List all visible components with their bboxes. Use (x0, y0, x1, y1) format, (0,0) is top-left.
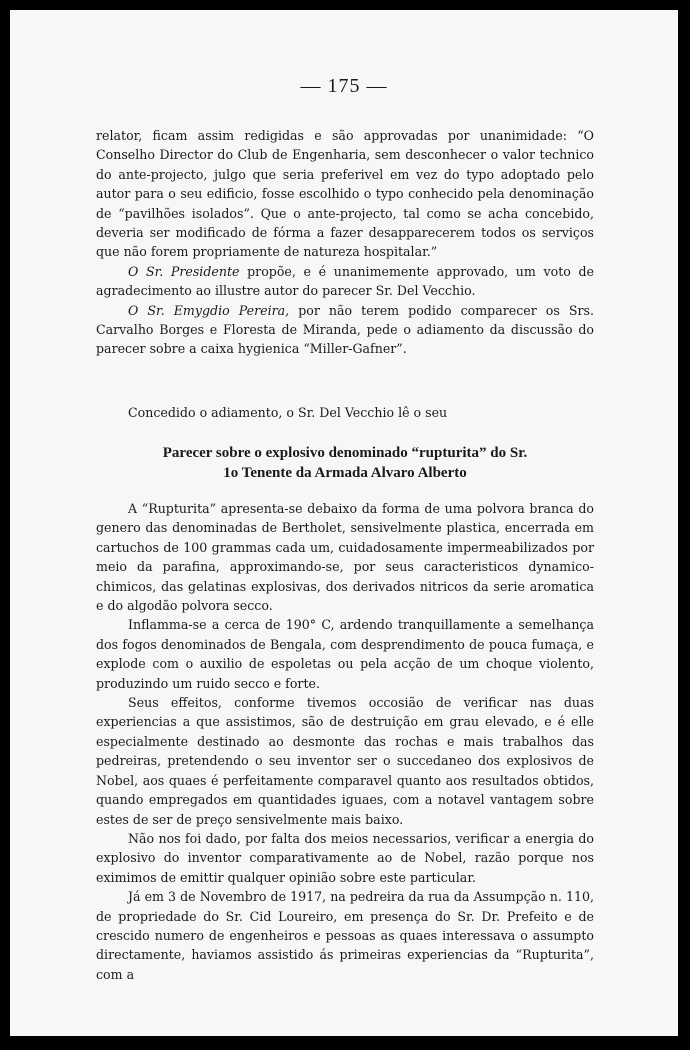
page-number: — 175 — (300, 75, 388, 97)
paragraph-text: propõe, e é unanimemente approvado, um voto de agradecimento ao illustre autor do parecer Sr. Del Vecchio. (96, 263, 594, 299)
section-title-line: 1o Tenente da Armada Alvaro Alberto (223, 465, 467, 481)
paragraph: A “Rupturita” apresenta-se debaixo da forma de uma polvora branca do genero das denominadas de Bertholet, sensivelmente plastica, encerrada em cartuchos de 100 grammas cada um, cuidadosamente impermeabilizados por meio da parafina, approximando-se, por seus caracteristicos dynamico-chimicos, das gelatinas explosivas, dos derivados nitricos da serie aromatica e do algodão polvora secco. (96, 501, 594, 614)
speaker-name: O Sr. Emygdio Pereira, (128, 302, 290, 318)
concedido-text (96, 403, 594, 422)
paragraph: Seus effeitos, conforme tivemos occosião de verificar nas duas experiencias a que assistimos, são de destruição em grau elevado, e é elle especialmente destinado ao desmonte das rochas e mais trabalhos das pedreiras, pretendendo o seu inventor ser o succedaneo dos explosivos de Nobel, aos quaes é perfeitamente comparavel quanto aos resultados obtidos, quando empregados em quantidades iguaes, com a notavel vantagem sobre estes de ser de preço sensivelmente mais baixo. (96, 695, 594, 827)
speaker-name: O Sr. Presidente (128, 263, 240, 279)
section-title (96, 443, 594, 483)
paragraph-presidente (96, 262, 594, 301)
paragraph-emygdio (96, 301, 594, 359)
paragraph-text: por não terem podido comparecer os Srs. Carvalho Borges e Floresta de Miranda, pede o adiamento da discussão do parecer sobre a caixa hygienica “Miller-Gafner”. (96, 302, 595, 357)
paragraph: Não nos foi dado, por falta dos meios necessarios, verificar a energia do explosivo do inventor comparativamente ao de Nobel, razão porque nos eximimos de emittir qualquer opinião sobre este particular. (96, 830, 594, 885)
minutes-text (96, 126, 594, 359)
report-text (96, 499, 594, 984)
section-title-line: Parecer sobre o explosivo denominado “rupturita” do Sr. (162, 445, 528, 461)
paragraph: relator, ficam assim redigidas e são approvadas por unanimidade: “O Conselho Director do Club de Engenharia, sem desconhecer o valor technico do ante-projecto, julgo que seria preferivel em vez do typo adoptado pelo autor para o seu edificio, fosse escolhido o typo conhecido pela denominação de “pavilhões isolados”. Que o ante-projecto, tal como se acha concebido, deveria ser modificado de fórma a fazer desapparecerem todos os serviços que não forem propriamente de natureza hospitalar.” (96, 128, 594, 260)
paragraph: Já em 3 de Novembro de 1917, na pedreira da rua da Assumpção n. 110, de propriedade do Sr. Cid Loureiro, em presença do Sr. Dr. Prefeito e de crescido numero de engenheiros e pessoas as quaes interessava o assumpto directamente, haviamos assistido ás primeiras experiencias da “Rupturita”, com a (96, 889, 594, 982)
paragraph: Concedido o adiamento, o Sr. Del Vecchio lê o seu (128, 405, 448, 420)
paragraph: Inflamma-se a cerca de 190° C, ardendo tranquillamente a semelhança dos fogos denominados de Bengala, com desprendimento de pouca fumaça, e explode com o auxilio de espoletas ou pela acção de um choque violento, produzindo um ruido secco e forte. (96, 617, 594, 691)
document-page (10, 10, 678, 1036)
